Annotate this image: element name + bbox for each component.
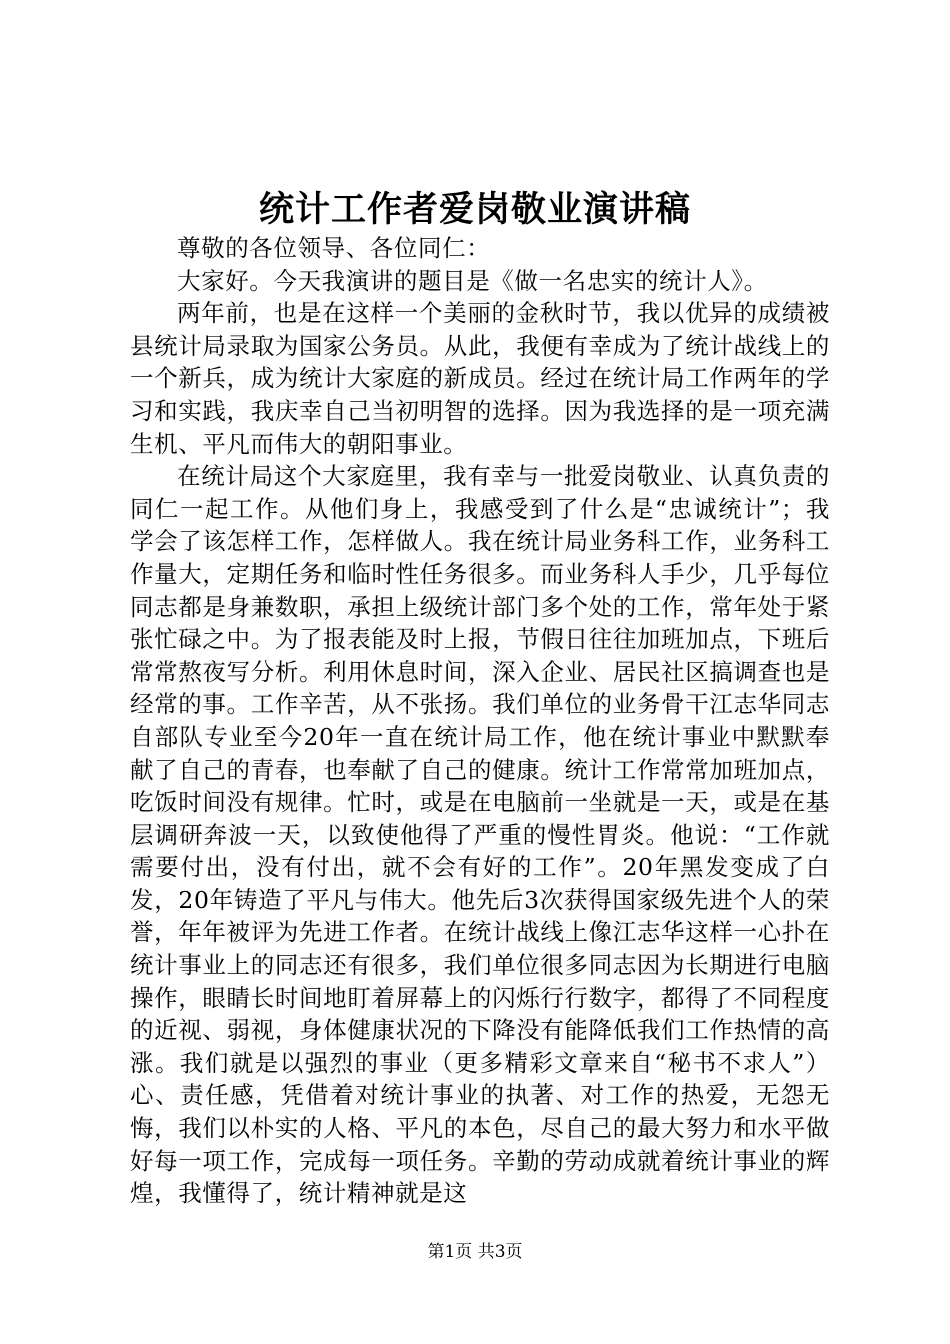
document-body (130, 232, 830, 1210)
salutation-paragraph: 尊敬的各位领导、各位同仁： (177, 234, 491, 262)
greeting-paragraph: 大家好。今天我演讲的题目是《做一名忠实的统计人》。 (177, 266, 768, 295)
body-paragraph-1: 两年前，也是在这样一个美丽的金秋时节，我以优异的成绩被县统计局录取为国家公务员。从此，我便有幸成为了统计战线上的一个新兵，成为统计大家庭的新成员。经过在统计局工作两年的学习和实践，我庆幸自己当初明智的选择。因为我选择的是一项充满生机、平凡而伟大的朝阳事业。 (130, 299, 830, 458)
document-title: 统计工作者爱岗敬业演讲稿 (258, 189, 691, 230)
body-paragraph-2: 在统计局这个大家庭里，我有幸与一批爱岗敬业、认真负责的同仁一起工作。从他们身上，我感受到了什么是“忠诚统计”；我学会了该怎样工作，怎样做人。我在统计局业务科工作，业务科工作量大，定期任务和临时性任务很多。而业务科人手少，几乎每位同志都是身兼数职，承担上级统计部门多个处的工作，常年处于紧张忙碌之中。为了报表能及时上报，节假日往往加班加点，下班后常常熬夜写分析。利用休息时间，深入企业、居民社区搞调查也是经常的事。工作辛苦，从不张扬。我们单位的业务骨干江志华同志自部队专业至今20年一直在统计局工作，他在统计事业中默默奉献了自己的青春，也奉献了自己的健康。统计工作常常加班加点，吃饭时间没有规律。忙时，或是在电脑前一坐就是一天，或是在基层调研奔波一天，以致使他得了严重的慢性胃炎。他说：“工作就需要付出，没有付出，就不会有好的工作”。20年黑发变成了白发，20年铸造了平凡与伟大。他先后3次获得国家级先进个人的荣誉，年年被评为先进工作者。在统计战线上像江志华这样一心扑在统计事业上的同志还有很多，我们单位很多同志因为长期进行电脑操作，眼睛长时间地盯着屏幕上的闪烁行行数字，都得了不同程度的近视、弱视，身体健康状况的下降没有能降低我们工作热情的高涨。我们就是以强烈的事业（更多精彩文章来自“秘书不求人”）心、责任感，凭借着对统计事业的执著、对工作的热爱，无怨无悔，我们以朴实的人格、平凡的本色，尽自己的最大努力和水平做好每一项工作，完成每一项任务。辛勤的劳动成就着统计事业的辉煌，我懂得了，统计精神就是这 (130, 462, 830, 1208)
page-footer: 第1页 共3页 (427, 1242, 523, 1262)
